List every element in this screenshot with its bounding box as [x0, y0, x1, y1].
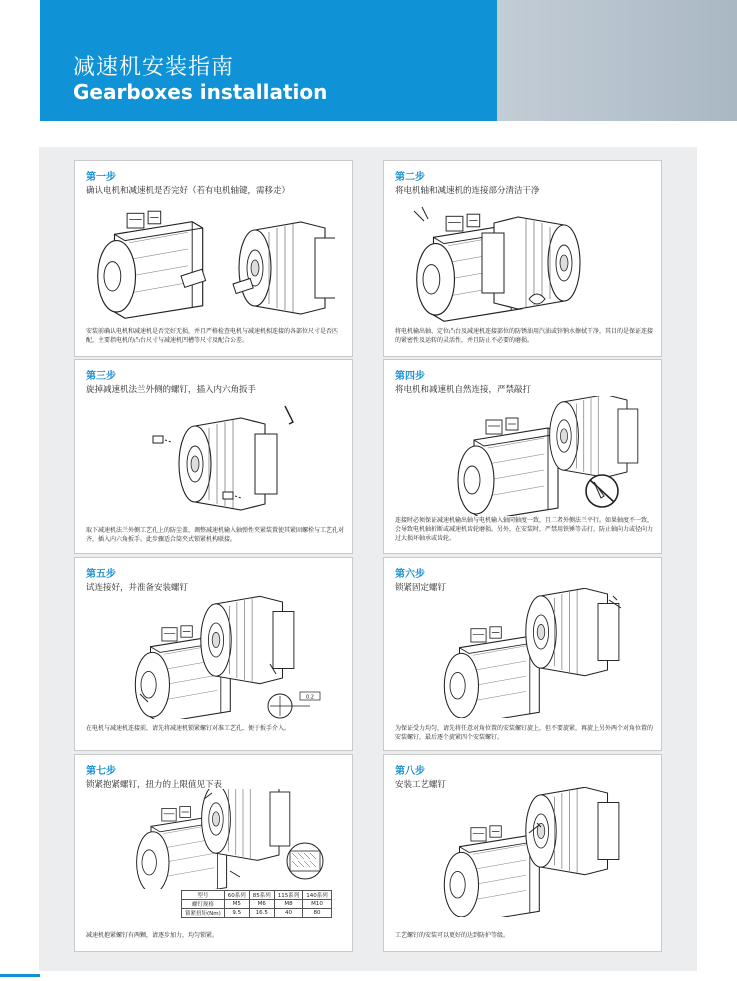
step-6-note: 为保证受力均匀，请先将任意对角位置的安装螺钉旋上，但不要旋紧，再旋上另外两个对角位置的安装螺钉，最后逐个旋紧四个安装螺钉。: [395, 725, 654, 741]
table-cell: 9.5: [224, 909, 249, 918]
step-2-title: 第二步: [395, 172, 425, 183]
page-title-english: Gearboxes installation: [73, 80, 328, 104]
table-header-cell: 60系列: [224, 891, 249, 900]
step-5-title: 第五步: [86, 569, 116, 580]
step-1-panel: [74, 160, 353, 357]
step-7-illustration: [120, 789, 345, 889]
table-header-cell: 115系列: [274, 891, 303, 900]
step-6-panel: [383, 557, 662, 751]
table-cell: 螺钉规格: [182, 900, 225, 909]
step-7-panel: [74, 754, 353, 952]
step-8-panel: [383, 754, 662, 952]
step-8-illustration: [429, 787, 654, 917]
step-2-description: 将电机轴和减速机的连接部分清洁干净: [395, 186, 540, 196]
step-6-illustration: [429, 588, 654, 718]
step-7-note: 减速机抱紧螺钉有两颗，请逐步加力，均匀锁紧。: [86, 932, 219, 939]
header-gradient: [497, 0, 737, 121]
step-4-description: 将电机和减速机自然连接，严禁敲打: [395, 385, 532, 395]
step-5-description: 试连接好，并准备安装螺钉: [86, 583, 189, 593]
step-5-illustration: [120, 594, 345, 719]
step-1-title: 第一步: [86, 172, 116, 183]
step-1-description: 确认电机和减速机是否完好（若有电机轴键，需移走）: [86, 186, 291, 196]
step-4-panel: [383, 359, 662, 554]
step-1-illustration: [95, 206, 335, 326]
step-3-illustration: [135, 398, 315, 523]
table-cell: M5: [224, 900, 249, 909]
step-7-title: 第七步: [86, 766, 116, 777]
step-4-illustration: [424, 396, 644, 516]
table-row: [182, 891, 332, 900]
screw-callout: [268, 692, 320, 718]
page-number-marker: [0, 974, 40, 977]
header-margin: [0, 0, 40, 121]
step-4-title: 第四步: [395, 371, 425, 382]
step-4-note: 连接时必须保证减速机输出轴与电机输入轴同轴度一致，且二者外侧法兰平行。如果轴度不一致，会导致电机轴折断或减速机齿轮磨损。另外，在安装时，严禁用铁锤等击打，防止轴向力或径向力过大损坏轴承或齿轮。: [395, 517, 654, 542]
angle-callout-label: 0.2: [306, 694, 314, 701]
table-cell: 40: [274, 909, 303, 918]
step-3-description: 旋掉减速机法兰外侧的螺钉，插入内六角扳手: [86, 385, 257, 395]
step-5-panel: [74, 557, 353, 751]
table-cell: 80: [303, 909, 332, 918]
step-8-note: 工艺螺钉的安装可以更好的达到防护等级。: [395, 932, 510, 939]
table-header-cell: 85系列: [249, 891, 274, 900]
step-1-note: 安装前确认电机和减速机是否完好无损，并且严格检查电机与减速机相连接的各部位尺寸是否匹配，主要指电机的凸台尺寸与减速机凹槽等尺寸及配合公差。: [86, 328, 339, 344]
step-3-title: 第三步: [86, 371, 116, 382]
step-6-description: 锁紧固定螺钉: [395, 583, 447, 593]
table-header-cell: 140系列: [303, 891, 332, 900]
torque-table: [181, 890, 332, 918]
step-2-note: 将电机输出轴、定位凸台及减速机连接部位的防锈油用汽油或锌钠水擦拭干净，其目的是保证连接的紧密性及运转的灵活性，并且防止不必要的磨损。: [395, 328, 654, 344]
step-7-description: 锁紧抱紧螺钉，扭力的上限值见下表: [86, 780, 223, 790]
table-header-cell: 型号: [182, 891, 225, 900]
step-6-title: 第六步: [395, 569, 425, 580]
screw-detail-circle: [287, 843, 323, 879]
table-row: [182, 900, 332, 909]
page-title-chinese: 减速机安装指南: [73, 55, 235, 80]
step-2-illustration: [404, 201, 649, 326]
table-cell: M10: [303, 900, 332, 909]
step-8-title: 第八步: [395, 766, 425, 777]
table-cell: M8: [274, 900, 303, 909]
step-2-panel: [383, 160, 662, 357]
table-cell: 16.5: [249, 909, 274, 918]
table-cell: M6: [249, 900, 274, 909]
step-5-note: 在电机与减速机连接前，请先将减速机锁紧螺钉对准工艺孔，便于扳手介入。: [86, 725, 291, 732]
step-8-description: 安装工艺螺钉: [395, 780, 447, 790]
step-3-panel: [74, 359, 353, 554]
table-row: [182, 909, 332, 918]
step-3-note: 取下减速机法兰外侧工艺孔上的防尘盖，调整减速机输入轴弹性夹紧装置使其紧固螺栓与工艺孔对齐，插入内六角扳手。此步骤适合筒夹式锁紧机构联接。: [86, 527, 345, 543]
table-cell: 锁紧扭矩(Nm): [182, 909, 225, 918]
